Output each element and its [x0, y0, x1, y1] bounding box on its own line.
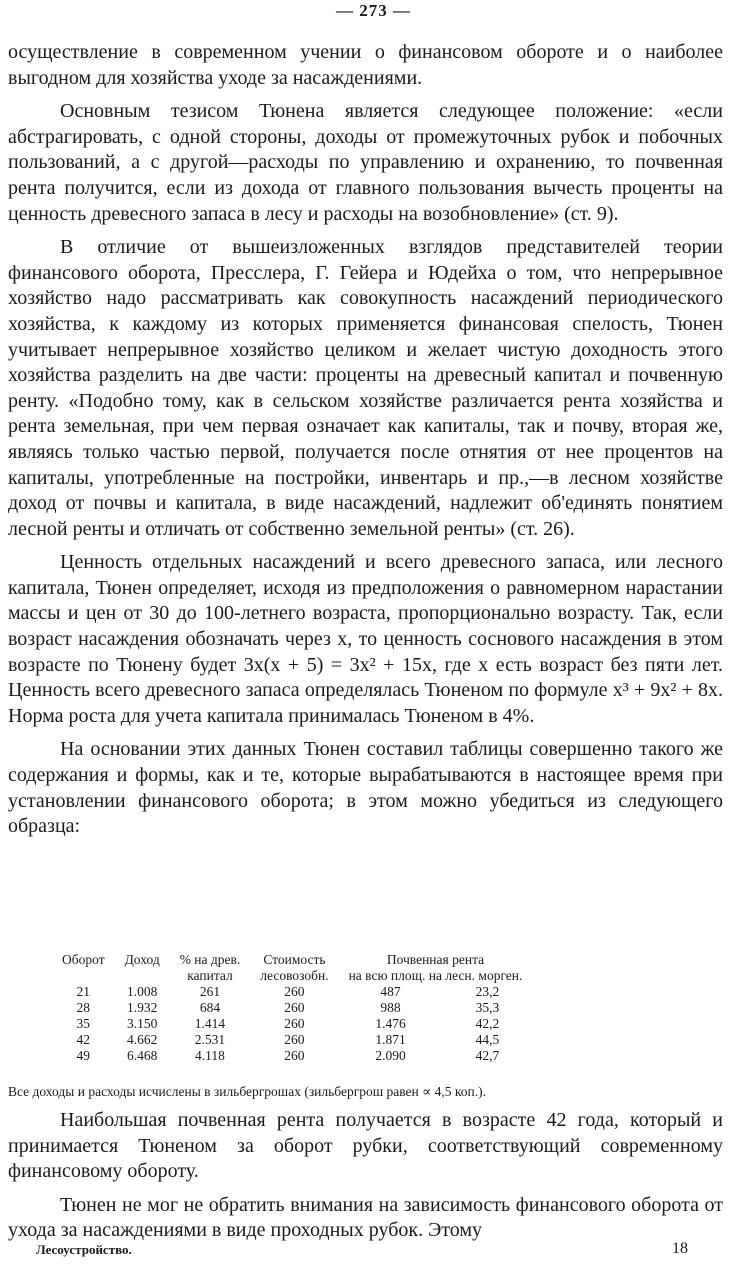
footer-signature: Лесоустройство.: [36, 1242, 132, 1257]
cell-stoimost: 260: [284, 1048, 305, 1063]
col-header-percent: % на древ. капитал: [179, 952, 241, 983]
cell-stoimost: 260: [284, 1000, 305, 1015]
page-number: — 273 —: [336, 1, 411, 20]
cell-oborot: 28: [76, 1000, 91, 1015]
table-row: [52, 1032, 532, 1048]
cell-stoimost: 260: [284, 1032, 305, 1047]
cell-dokhod: 4.662: [126, 1032, 158, 1047]
cell-percent: 1.414: [194, 1016, 226, 1031]
paragraph-6: Наибольшая почвенная рента получается в возрасте 42 года, который и принимается Тюненом за оборот рубки, соответствующий современному финансовому обороту.: [8, 1109, 723, 1183]
footer-sheet-number: 18: [672, 1240, 688, 1257]
cell-dokhod: 3.150: [126, 1016, 158, 1031]
cell-renta-morgen: 42,2: [475, 1016, 500, 1031]
col-header-stoimost: Стоимость лесовозобн.: [260, 952, 329, 983]
paragraph-2: Основным тезисом Тюнена является следующее положение: «если абстрагировать, с одной стороны, доходы от промежуточных рубок и побочных пользований, а с другой—расходы по управлению и охранению, то почвенная рента получится, если из дохода от главного пользования вычесть проценты на ценность древесного запаса в лесу и расходы на возобновление» (ст. 9).: [8, 100, 723, 225]
cell-renta-morgen: 44,5: [475, 1032, 500, 1047]
cell-renta-morgen: 23,2: [475, 984, 500, 999]
cell-renta-total: 487: [380, 984, 401, 999]
table-footnote: Все доходы и расходы исчислены в зильбергрошах (зильбергрош равен ∝ 4,5 коп.).: [8, 1084, 486, 1099]
cell-oborot: 49: [76, 1048, 91, 1063]
cell-oborot: 21: [76, 984, 91, 999]
cell-renta-morgen: 35,3: [475, 1000, 500, 1015]
col-header-oborot: Оборот: [62, 952, 105, 967]
cell-stoimost: 260: [284, 984, 305, 999]
thunen-table: [52, 952, 532, 1064]
cell-oborot: 42: [76, 1032, 91, 1047]
table-row: [52, 984, 532, 1000]
cell-dokhod: 1.008: [126, 984, 158, 999]
col-header-dokhod: Доход: [124, 952, 160, 967]
cell-dokhod: 6.468: [126, 1048, 158, 1063]
table-row: [52, 1048, 532, 1064]
paragraph-4: Ценность отдельных насаждений и всего древесного запаса, или лесного капитала, Тюнен определяет, исходя из предположения о равномерном нарастании массы и цен от 30 до 100-летнего возраста, пропорционально возрасту. Так, если возраст насаждения обозначать через x, то ценность соснового насаждения в этом возрасте по Тюнену будет 3x(x + 5) = 3x² + 15x, где x есть возраст без пяти лет. Ценность всего древесного запаса определялась Тюненом по формуле x³ + 9x² + 8x. Норма роста для учета капитала принималась Тюненом в 4%.: [8, 551, 723, 727]
cell-percent: 684: [199, 1000, 221, 1015]
cell-percent: 4.118: [195, 1048, 225, 1063]
paragraph-3: В отличие от вышеизложенных взглядов представителей теории финансового оборота, Пресслера, Г. Гейера и Юдейха о том, что непрерывное хозяйство надо рассматривать как совокупность насаждений периодического хозяйства, к каждому из которых применяется финансовая спелость, Тюнен учитывает непрерывное хозяйство целиком и желает чистую доходность этого хозяйства разделить на две части: проценты на древесный капитал и почвенную ренту. «Подобно тому, как в сельском хозяйстве различается рента хозяйства и рента земельная, при чем первая означает как капиталы, так и почву, вторая же, являясь только частью первой, получается после отнятия от нее процентов на капиталы, употребленные на постройки, инвентарь и пр.,—в лесном хозяйстве доход от почвы и капитала, в виде насаждений, надлежит об'единять понятием лесной ренты и отличать от собственно земельной ренты» (ст. 26).: [8, 236, 723, 540]
text-body-lower: [8, 1108, 723, 1244]
cell-renta-morgen: 42,7: [475, 1048, 500, 1063]
table-row: [52, 1016, 532, 1032]
col-header-renta: Почвенная рента на всю площ. на лесн. морген.: [348, 952, 523, 983]
table-row: [52, 1000, 532, 1016]
cell-renta-total: 2.090: [375, 1048, 406, 1063]
cell-renta-total: 1.871: [375, 1032, 406, 1047]
cell-percent: 2.531: [194, 1032, 226, 1047]
cell-renta-total: 1.476: [375, 1016, 406, 1031]
cell-oborot: 35: [76, 1016, 91, 1031]
paragraph-5: На основании этих данных Тюнен составил таблицы совершенно такого же содержания и формы, как и те, которые вырабатываются в настоящее время при установлении финансового оборота; в этом можно убедиться из следующего образца:: [8, 738, 723, 838]
paragraph-1: осуществление в современном учении о финансовом обороте и о наиболее выгодном для хозяйства уходе за насаждениями.: [8, 41, 723, 89]
cell-dokhod: 1.932: [126, 1000, 158, 1015]
cell-renta-total: 988: [380, 1000, 401, 1015]
paragraph-7: Тюнен не мог не обратить внимания на зависимость финансового оборота от ухода за насаждениями в виде проходных рубок. Этому: [8, 1193, 723, 1242]
text-body: [8, 40, 723, 840]
cell-percent: 261: [199, 984, 221, 999]
cell-stoimost: 260: [284, 1016, 305, 1031]
